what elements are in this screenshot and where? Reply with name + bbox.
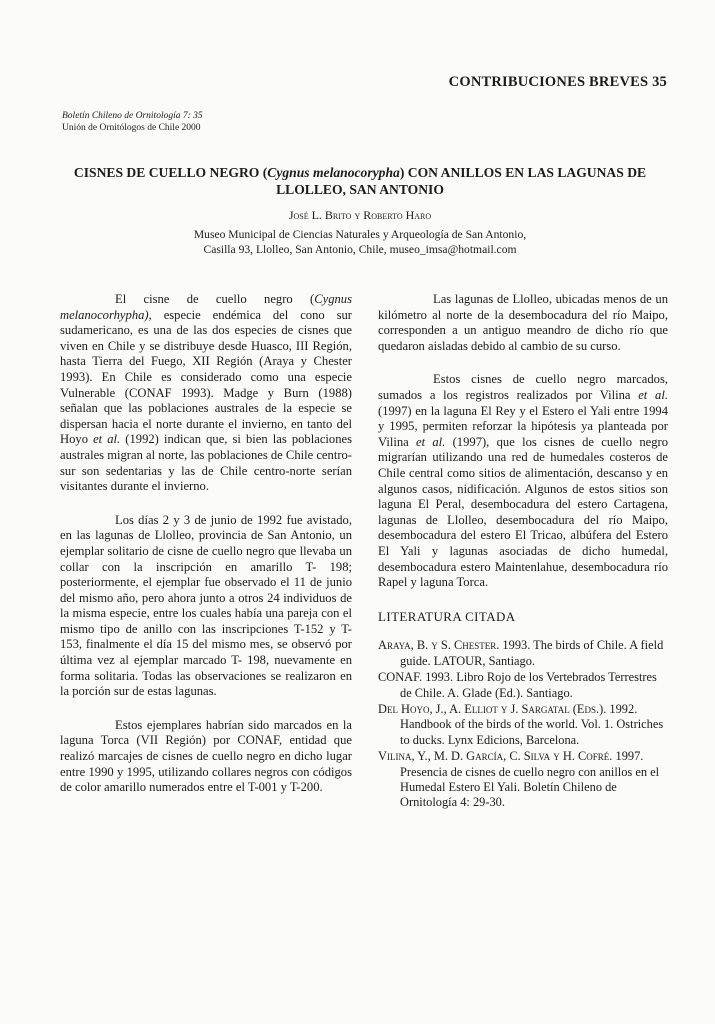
running-head: CONTRIBUCIONES BREVES 35 xyxy=(448,74,667,90)
affiliation-line-1: Museo Municipal de Ciencias Naturales y Arqueología de San Antonio, xyxy=(193,228,527,241)
affiliation-line-2: Casilla 93, Llolleo, San Antonio, Chile, museo_imsa@hotmail.com xyxy=(203,243,517,256)
reference-text: . 1992. Handbook of the birds of the world. Vol. 1. Ostriches to ducks. Lynx Edicions, Barcelona. xyxy=(400,701,664,747)
journal-line-1: Boletín Chileno de Ornitología 7: 35 xyxy=(62,111,203,121)
p5-text-c: (1997), que los cisnes de cuello negro migrarían utilizando una red de humedales costeros de Chile central como sitios de alimentación, descanso y en algunos casos, nidificación. Algunos de estos sitios son laguna El Peral, desembocadura del estero Cartagena, lagunas de Llolleo, desembocadura del río Maipo, desembocadura del estero El Tricao, albúfera del Estero El Yali y lagunas asociadas de dicho humedal, desembocadura estero Maintenlahue, desembocadura río Rapel y laguna Torca. xyxy=(378,434,668,590)
right-column xyxy=(378,292,668,812)
reference-item xyxy=(378,702,668,748)
reference-item xyxy=(378,670,668,701)
p1-text-c: (1992) indican que, si bien las poblaciones australes migran al norte, las poblaciones de Chile centro-sur son sedentarias y las de Chile centro-norte serían visitantes durante el invierno. xyxy=(60,432,353,494)
paragraph-3: Estos ejemplares habrían sido marcados en la laguna Torca (VII Región) por CONAF, entidad que realizó marcajes de cisnes de cuello negro en dicho lugar entre 1990 y 1995, utilizando collares negros con códigos de color amarillo numerados entre el T-001 y T-200. xyxy=(60,717,352,795)
title-species: Cygnus melanocorypha xyxy=(267,165,400,180)
journal-citation xyxy=(62,110,203,134)
reference-text: . 1993. Libro Rojo de los Vertebrados Terrestres de Chile. A. Glade (Ed.). Santiago. xyxy=(400,670,657,700)
article-title xyxy=(40,164,680,198)
author-affiliation xyxy=(40,227,680,257)
paragraph-1 xyxy=(60,292,352,495)
paragraph-4: Las lagunas de Llolleo, ubicadas menos de un kilómetro al norte de la desembocadura del río Maipo, corresponden a un antiguo meandro de dicho río que quedaron aisladas debido al cambio de su curso. xyxy=(378,292,668,353)
reference-text: . 1997. Presencia de cisnes de cuello negro con anillos en el Humedal Estero El Yali. Boletín Chileno de Ornitología 4: 29-30. xyxy=(400,749,660,810)
p5-text-b: (1997) en la laguna El Rey y el Estero el Yali entre 1994 y 1995, permiten reforzar la hipótesis ya planteada por Vilina xyxy=(378,403,668,449)
p1-text-b: , especie endémica del cono sur sudamericano, es una de las dos especies de cisnes que viven en Chile y se distribuye desde Huasco, III Región, hasta Tierra del Fuego, XII Región (Araya y Chester 1993). En Chile es considerado como una especie Vulnerable (CONAF 1993). Madge y Burn (1988) señalan que las poblaciones australes de la especie se dispersan hacia el norte durante el invierno, en tanto del Hoyo xyxy=(60,307,352,447)
title-part-2: ) CON ANILLOS EN LAS LAGUNAS DE LLOLLEO, SAN ANTONIO xyxy=(276,165,647,197)
paragraph-2: Los días 2 y 3 de junio de 1992 fue avistado, en las lagunas de Llolleo, provincia de San Antonio, un ejemplar solitario de cisne de cuello negro que llevaba un collar con la inscripción en amarillo T- 198; posteriormente, el ejemplar fue observado el 11 de junio del mismo año, pero ahora junto a otros 24 individuos de la misma especie, entre los cuales había una pareja con el mismo tipo de anillo con las inscripciones T-152 y T- 153, finalmente el día 15 del mismo mes, se observó por última vez al ejemplar marcado T- 198, nuevamente en forma solitaria. Todas las observaciones se realizaron en la porción sur de estas lagunas. xyxy=(60,512,352,699)
title-part-1: CISNES DE CUELLO NEGRO ( xyxy=(73,165,268,180)
p1-text-a: El cisne de cuello negro ( xyxy=(115,292,315,306)
p5-text-a: Estos cisnes de cuello negro marcados, sumados a los registros realizados por Vilina xyxy=(378,372,668,402)
p1-species: Cygnus melanocorhypha) xyxy=(60,292,352,322)
paragraph-5 xyxy=(378,372,668,590)
p5-etal-1: et al. xyxy=(638,387,668,402)
reference-authors: CONAF xyxy=(378,670,420,685)
reference-item xyxy=(378,638,668,669)
article-authors: José L. Brito y Roberto Haro xyxy=(288,208,432,222)
reference-authors: Del Hoyo, J., A. Elliot y J. Sargatal (Eds.) xyxy=(378,701,604,716)
reference-item xyxy=(378,749,668,811)
left-column xyxy=(60,292,352,814)
p1-etal: et al. xyxy=(93,432,121,447)
journal-line-2: Unión de Ornitólogos de Chile 2000 xyxy=(62,123,201,133)
reference-text: . 1993. The birds of Chile. A field guide. LATOUR, Santiago. xyxy=(400,638,664,668)
reference-authors: Araya, B. y S. Chester xyxy=(378,638,497,653)
reference-authors: Vilina, Y., M. D. García, C. Silva y H. Cofré xyxy=(378,749,610,764)
literature-heading: LITERATURA CITADA xyxy=(378,608,516,624)
p5-etal-2: et al. xyxy=(416,434,446,449)
